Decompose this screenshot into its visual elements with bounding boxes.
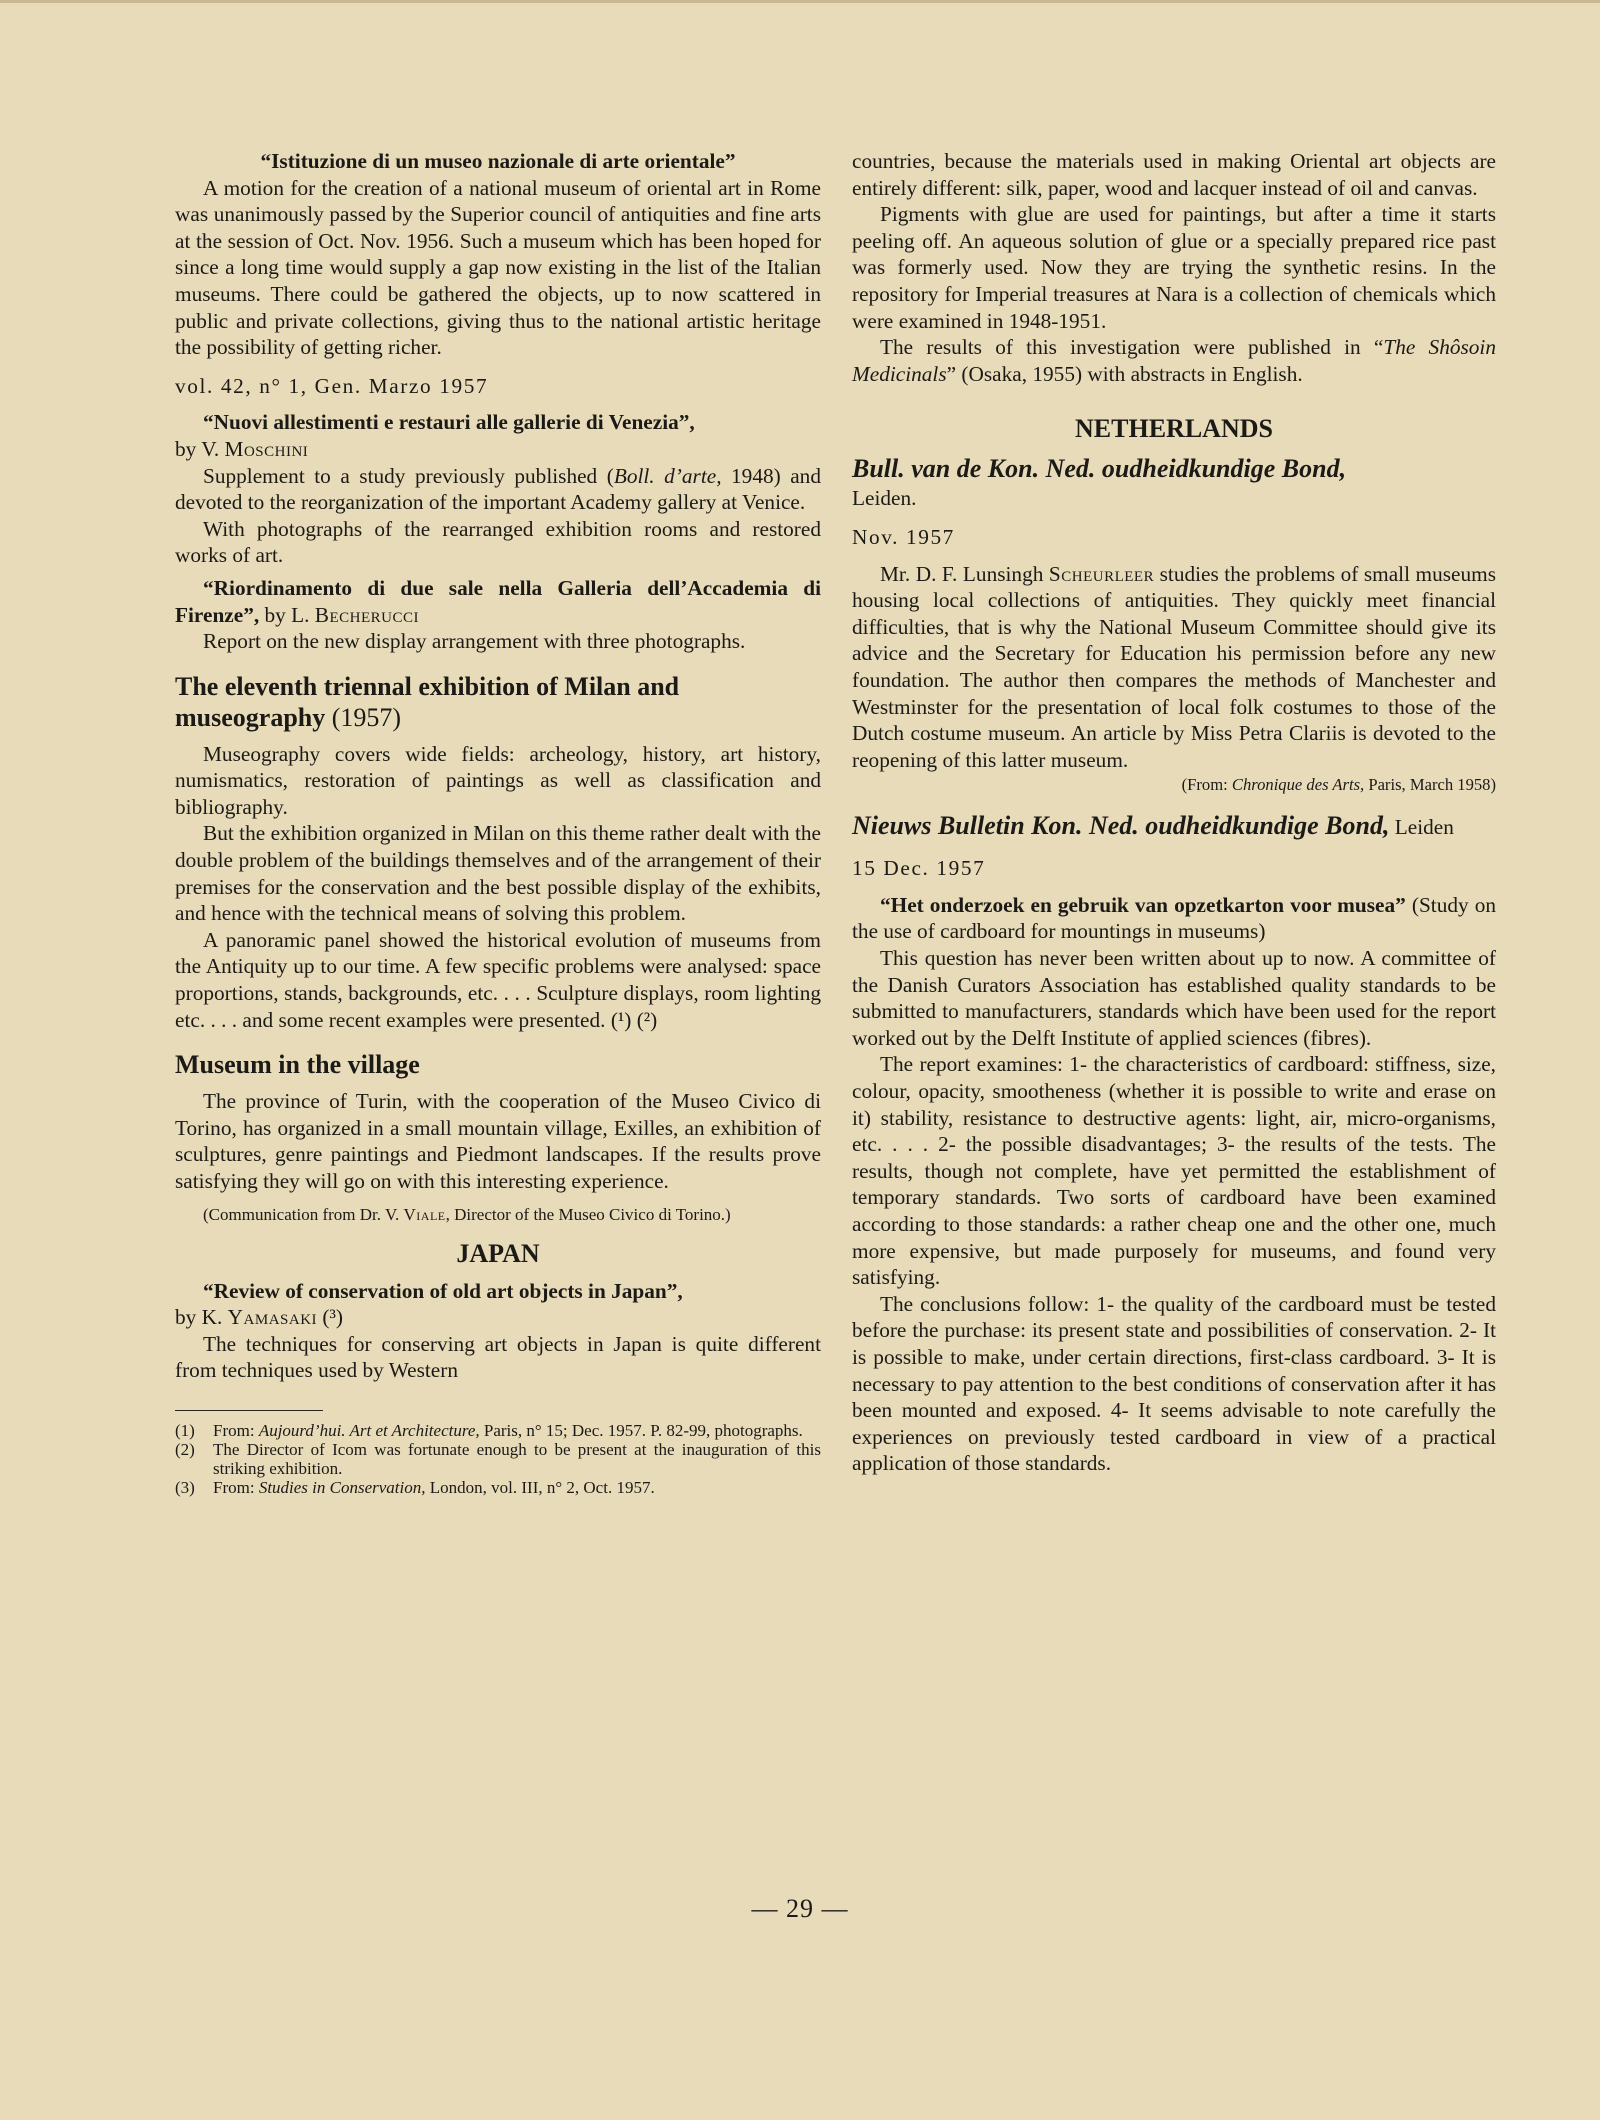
footnote-text xyxy=(213,1478,821,1497)
author-name: Moschini xyxy=(224,436,309,461)
article-heading xyxy=(175,1278,821,1305)
footnote-number: (1) xyxy=(175,1420,195,1440)
footnote-divider xyxy=(175,1410,323,1411)
communication-note xyxy=(203,1205,821,1224)
article-body: Pigments with glue are used for paintings, but after a time it starts peeling off. An aqueous solution of glue or a specially prepared rice past was formerly used. Now they are trying the synthetic resins. In the repository for Imperial treasures at Nara is a collection of chemicals which were examined in 1948-1951. xyxy=(852,202,1496,333)
reference-title: Boll. d’arte, xyxy=(613,463,722,488)
citation-text: (From: xyxy=(1181,775,1232,795)
footnote-refs: (¹) (²) xyxy=(610,1007,658,1032)
article-body: The report examines: 1- the characteristics of cardboard: stiffness, size, colour, opacity, smootheness (whether it is possible to write and erase on it) stability, resistance to destructive agents: light, air, micro-organisms, etc. . . . 2- the possible disadvantages; 3- the results of the tests. The results, though not complete, have yet permitted the establishment of temporary standards. Two sorts of cardboard have been examined according to those standards: a rather cheap one and the other one, much more expensive, but made purposely for museums, and found very satisfying. xyxy=(852,1052,1496,1290)
article-body xyxy=(852,561,1496,774)
footnote-text-part: Paris, n° 15; Dec. 1957. P. 82-99, photographs. xyxy=(479,1420,803,1440)
footnote-ref: (³) xyxy=(317,1305,343,1330)
article-title: “Nuovi allestimenti e restauri alle gallerie di Venezia”, xyxy=(203,410,695,435)
page-top-edge xyxy=(0,0,1600,3)
body-text: Supplement to a study previously published ( xyxy=(203,463,614,488)
section-paragraph: The province of Turin, with the cooperation of the Museo Civico di Torino, has organized in a small mountain village, Exilles, an exhibition of sculptures, genre paintings and Piedmont landscapes. If the results prove satisfying they will go on with this interesting experience. xyxy=(175,1089,821,1193)
footnote xyxy=(175,1421,821,1440)
footnote xyxy=(175,1440,821,1478)
section-title xyxy=(175,671,821,733)
section-title-text: The eleventh triennal exhibition of Milan and museography xyxy=(175,671,680,732)
footnote-text-part: From: xyxy=(213,1477,259,1497)
footnote-text xyxy=(213,1421,821,1440)
section-paragraph: But the exhibition organized in Milan on this theme rather dealt with the double problem of the buildings themselves and of the arrangement of their premises for the conservation and the best possible display of the exhibits, and hence with the technical means of solving this problem. xyxy=(175,821,821,926)
article-heading xyxy=(852,892,1496,945)
footnote-text-part: From: xyxy=(213,1420,259,1440)
periodical-place: Leiden. xyxy=(852,486,917,511)
issue-line: 15 Dec. 1957 xyxy=(852,856,986,881)
country-heading: NETHERLANDS xyxy=(1075,414,1273,444)
periodical-title: Bull. van de Kon. Ned. oudheidkundige Bond, xyxy=(852,454,1347,484)
article-subtitle: (Study on the use of cardboard for mountings in museums) xyxy=(852,892,1496,944)
section-paragraph: Museography covers wide fields: archeology, history, art history, numismatics, restoration of paintings as well as classification and bibliography. xyxy=(175,741,821,819)
byline-prefix: by K. xyxy=(175,1305,223,1330)
byline xyxy=(175,1304,821,1331)
body-text: The results of this investigation were published in “ xyxy=(880,335,1384,360)
periodical-name: Nieuws Bulletin Kon. Ned. oudheidkundige Bond, xyxy=(852,811,1390,841)
article-title: “Riordinamento di due sale nella Galleria dell’Accademia di Firenze”, xyxy=(175,575,821,627)
article-body: countries, because the materials used in making Oriental art objects are entirely different: silk, paper, wood and lacquer instead of oil and canvas. xyxy=(852,149,1496,200)
article-heading xyxy=(175,409,821,436)
article-title: “Review of conservation of old art objects in Japan”, xyxy=(203,1278,683,1303)
footnote-source: Aujourd’hui. Art et Architecture, xyxy=(258,1420,480,1440)
publication-title: The Shôsoin Medicinals xyxy=(852,335,1496,386)
issue-line: vol. 42, n° 1, Gen. Marzo 1957 xyxy=(175,373,489,398)
section-paragraph xyxy=(175,927,821,1033)
page-number: — 29 — xyxy=(751,1894,849,1923)
country-heading: JAPAN xyxy=(456,1238,540,1268)
body-text: studies the problems of small museums housing local collections of antiquities. They quickly meet financial difficulties, that is why the National Museum Committee should give its advice and the Secretary for Education his permission before any new foundation. The author then compares the methods of Manchester and Westminster for the presentation of local folk costumes to those of the Dutch costume museum. An article by Miss Petra Clariis is devoted to the reopening of this latter museum. xyxy=(852,561,1496,772)
body-text: 1948) and devoted to the reorganization of the important Academy gallery at Venice. xyxy=(175,463,821,515)
footnote xyxy=(175,1478,821,1497)
section-year: (1957) xyxy=(325,702,402,732)
note-text: , Director of the Museo Civico di Torino.) xyxy=(445,1204,731,1224)
author-name: Viale xyxy=(403,1204,446,1224)
body-text: ” (Osaka, 1955) with abstracts in English. xyxy=(946,361,1303,386)
author-name: Scheurleer xyxy=(1048,561,1155,586)
right-column xyxy=(852,148,1496,1477)
source-citation xyxy=(852,775,1496,794)
article-body: The techniques for conserving art objects in Japan is quite different from techniques used by Western xyxy=(175,1331,821,1383)
footnote-source: Studies in Conservation, xyxy=(258,1477,426,1497)
citation-text: Paris, March 1958) xyxy=(1364,775,1496,795)
footnote-text: The Director of Icom was fortunate enough to be present at the inauguration of this striking exhibition. xyxy=(213,1439,821,1478)
periodical-place: Leiden xyxy=(1389,815,1454,840)
citation-source: Chronique des Arts, xyxy=(1231,775,1365,795)
author-name: Becherucci xyxy=(314,602,419,627)
author-name: Yamasaki xyxy=(227,1305,318,1330)
body-text: A panoramic panel showed the historical evolution of museums from the Antiquity up to our time. A few specific problems were analysed: space proportions, stands, backgrounds, etc. . . . Sculpture displays, room lighting etc. . . . and some recent examples were presented. xyxy=(175,927,821,1032)
footnote-number: (2) xyxy=(175,1439,195,1459)
periodical-title xyxy=(852,810,1496,843)
article-body xyxy=(852,334,1496,387)
article-title: “Istituzione di un museo nazionale di arte orientale” xyxy=(260,149,736,173)
left-column xyxy=(175,148,821,1497)
footnote-number: (3) xyxy=(175,1477,195,1497)
byline-prefix: by V. xyxy=(175,436,220,461)
note-text: (Communication from Dr. V. xyxy=(203,1204,400,1224)
body-text: Mr. D. F. Lunsingh xyxy=(880,561,1044,586)
article-heading xyxy=(175,575,821,628)
section-title: Museum in the village xyxy=(175,1050,420,1080)
article-body: Report on the new display arrangement with three photographs. xyxy=(203,629,746,654)
article-body: With photographs of the rearranged exhibition rooms and restored works of art. xyxy=(175,516,821,568)
article-body xyxy=(175,463,821,516)
article-body: This question has never been written about up to now. A committee of the Danish Curators Association has established quality standards to be submitted to manufacturers, standards which have been used for the report worked out by the Delft Institute of applied sciences (fibres). xyxy=(852,946,1496,1050)
article-title: “Het onderzoek en gebruik van opzetkarton voor musea” xyxy=(880,892,1406,917)
byline-prefix: by L. xyxy=(259,602,310,627)
byline xyxy=(175,436,821,463)
article-body: A motion for the creation of a national museum of oriental art in Rome was unanimously passed by the Superior council of antiquities and fine arts at the session of Oct. Nov. 1956. Such a museum which has been hoped for since a long time would supply a gap now existing in the list of the Italian museums. There could be gathered the objects, up to now scattered in public and private collections, giving thus to the national artistic heritage the possibility of getting richer. xyxy=(175,175,821,360)
article-body: The conclusions follow: 1- the quality of the cardboard must be tested before the purchase: its present state and possibilities of conservation. 2- It is possible to make, under certain directions, first-class cardboard. 3- It is necessary to pay attention to the best conditions of conservation after it has been mounted and exposed. 4- It seems advisable to note carefully the experiences on previously tested cardboard in view of a practical application of those standards. xyxy=(852,1291,1496,1476)
issue-line: Nov. 1957 xyxy=(852,524,955,549)
footnote-text-part: London, vol. III, n° 2, Oct. 1957. xyxy=(425,1477,655,1497)
